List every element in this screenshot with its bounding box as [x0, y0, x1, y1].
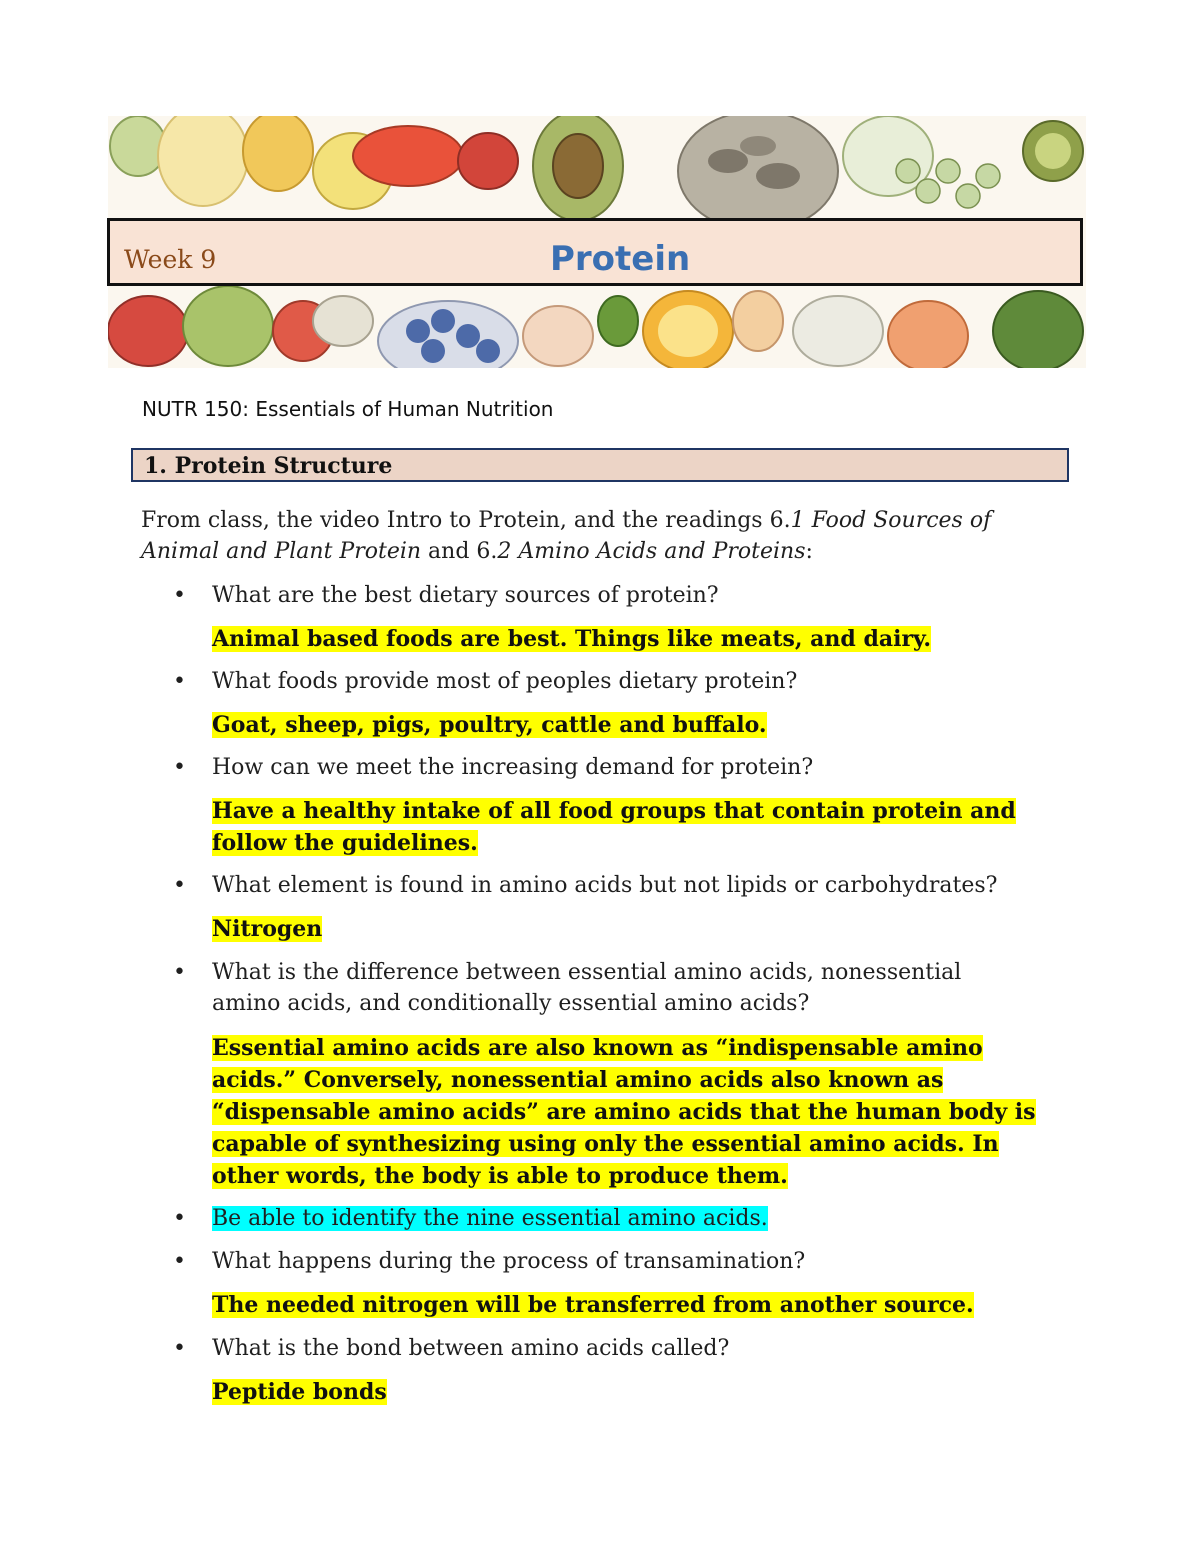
bullet-icon: •	[173, 583, 186, 608]
answer-highlight: Essential amino acids are also known as “indispensable amino acids.” Conversely, nonessential amino acids also known as “dispensable amino acids” are amino acids that the human body is capable of synthesizing using only the essential amino acids. In other words, the body is able to produce them.	[212, 1035, 1036, 1189]
question	[212, 1203, 1072, 1234]
intro-text-1: From class, the video Intro to Protein, and the readings 6.	[141, 508, 791, 533]
intro-reading-2: 2 Amino Acids and Proteins	[497, 539, 806, 564]
question: What are the best dietary sources of protein?	[212, 583, 719, 608]
intro-text-3: :	[805, 539, 813, 564]
answer	[212, 623, 1072, 655]
section-header	[131, 448, 1069, 482]
answer-highlight: Peptide bonds	[212, 1379, 387, 1405]
question: What element is found in amino acids but not lipids or carbohydrates?	[212, 873, 998, 898]
question: What is the difference between essential amino acids, nonessential amino acids, and conditionally essential amino acids?	[212, 960, 962, 1016]
bullet-icon: •	[173, 1249, 186, 1274]
question: How can we meet the increasing demand for protein?	[212, 755, 814, 780]
answer-highlight: The needed nitrogen will be transferred from another source.	[212, 1292, 974, 1318]
intro-reading-1: 1 Food Sources of Animal and Plant Protein	[141, 508, 992, 564]
section-title: 1. Protein Structure	[144, 453, 393, 479]
answer	[212, 1032, 1052, 1192]
course-name: NUTR 150: Essentials of Human Nutrition	[142, 397, 554, 421]
bullet-icon: •	[173, 669, 186, 694]
answer	[212, 1376, 1072, 1408]
answer	[212, 1289, 1072, 1321]
answer	[212, 913, 1072, 945]
week-label: Week 9	[124, 245, 217, 274]
question: What foods provide most of peoples dietary protein?	[212, 669, 798, 694]
bullet-icon: •	[173, 1336, 186, 1361]
answer-highlight: Nitrogen	[212, 916, 323, 942]
answer	[212, 709, 1072, 741]
bullet-icon: •	[173, 755, 186, 780]
intro-paragraph	[141, 505, 1071, 567]
answer-highlight: Animal based foods are best. Things like meats, and dairy.	[212, 626, 931, 652]
intro-text-2: and 6.	[421, 539, 498, 564]
answer-highlight: Have a healthy intake of all food groups that contain protein and follow the guidelines.	[212, 798, 1016, 856]
bullet-icon: •	[173, 960, 186, 985]
bullet-icon: •	[173, 873, 186, 898]
week-title-box	[107, 218, 1083, 286]
question: What happens during the process of transamination?	[212, 1249, 806, 1274]
question-highlight: Be able to identify the nine essential amino acids.	[212, 1206, 768, 1231]
bullet-icon: •	[173, 1206, 186, 1231]
answer-highlight: Goat, sheep, pigs, poultry, cattle and buffalo.	[212, 712, 767, 738]
answer	[212, 795, 1032, 859]
page-title: Protein	[550, 239, 691, 279]
question: What is the bond between amino acids called?	[212, 1336, 730, 1361]
